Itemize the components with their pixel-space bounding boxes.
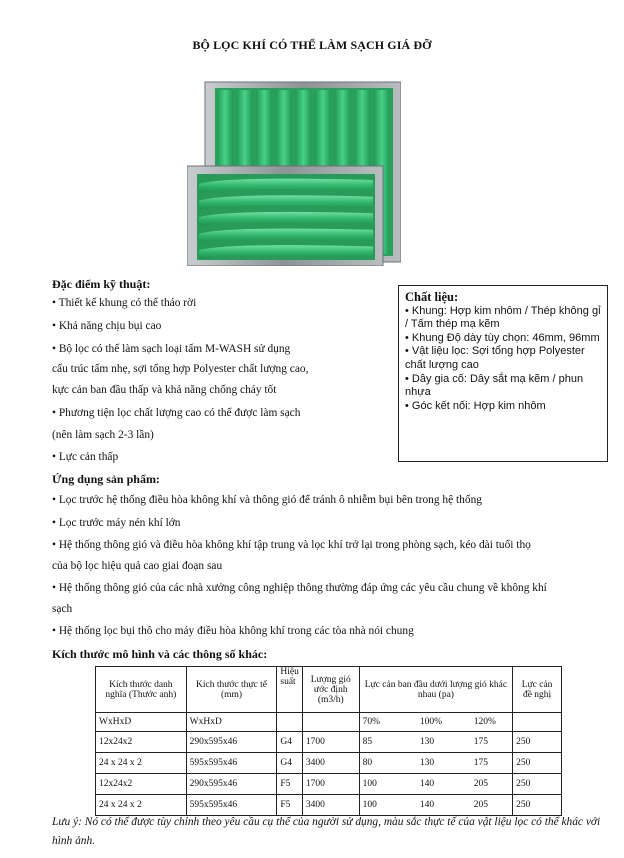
feature-line: • Bộ lọc có thể làm sạch loại tấm M-WASH sử dụng <box>52 343 291 355</box>
table-cell: F5 <box>277 774 302 795</box>
table-row <box>96 774 562 795</box>
table-cell <box>302 713 359 732</box>
table-cell: 70% <box>359 713 417 732</box>
table-cell: WxHxD <box>96 713 187 732</box>
materials-box <box>398 285 608 462</box>
table-cell: 175 <box>471 753 513 774</box>
table-cell: 3400 <box>302 753 359 774</box>
footnote: Lưu ý: Nó có thể được tùy chỉnh theo yêu cầu cụ thể của người sử dụng, màu sắc thực tế của vật liệu lọc có thể khác với hình ảnh. <box>52 816 601 847</box>
application-line: của bộ lọc hiệu quả cao giai đoạn sau <box>52 560 223 572</box>
materials-heading: Chất liệu: <box>405 290 459 304</box>
material-item: • Vật liệu lọc: Sợi tổng hợp Polyester chất lượng cao <box>405 345 585 371</box>
table-cell: 1700 <box>302 732 359 753</box>
table-header-row <box>96 667 562 713</box>
table-row <box>96 732 562 753</box>
table-cell: 140 <box>417 795 471 816</box>
table-cell: 595x595x46 <box>186 753 277 774</box>
col-header-efficiency: Hiệu suất <box>277 667 302 713</box>
application-line: sạch <box>52 603 73 615</box>
product-image <box>187 80 401 266</box>
table-cell: 250 <box>513 774 562 795</box>
table-cell: 100% <box>417 713 471 732</box>
feature-line: • Phương tiện lọc chất lượng cao có thể được làm sạch <box>52 407 301 419</box>
table-cell: 85 <box>359 732 417 753</box>
table-cell: G4 <box>277 732 302 753</box>
feature-line: • Lực cản thấp <box>52 451 119 463</box>
table-cell: 175 <box>471 732 513 753</box>
table-cell <box>277 713 302 732</box>
application-line: • Lọc trước máy nén khí lớn <box>52 517 181 529</box>
specs-heading: Kích thước mô hình và các thông số khác: <box>52 647 268 661</box>
feature-line: cấu trúc tấm nhẹ, sợi tổng hợp Polyester chất lượng cao, <box>52 363 309 375</box>
table-cell: 140 <box>417 774 471 795</box>
col-header-nominal: Kích thước danh nghĩa (Thước anh) <box>96 667 187 713</box>
table-cell: F5 <box>277 795 302 816</box>
col-header-actual: Kích thước thực tế (mm) <box>186 667 277 713</box>
col-header-final-resistance: Lực cản đề nghị <box>513 667 562 713</box>
table-cell: 250 <box>513 753 562 774</box>
application-line: • Lọc trước hệ thống điều hòa không khí và thông gió để tránh ô nhiễm bụi bên trong hệ thống <box>52 494 482 506</box>
application-line: • Hệ thống thông gió của các nhà xưởng công nghiệp thông thường đáp ứng các yêu cầu chung về không khí <box>52 582 547 594</box>
table-subheader-row <box>96 713 562 732</box>
table-cell: 80 <box>359 753 417 774</box>
material-item: • Khung Độ dày tùy chọn: 46mm, 96mm <box>405 331 600 344</box>
table-cell: 24 x 24 x 2 <box>96 753 187 774</box>
table-cell: 100 <box>359 774 417 795</box>
table-cell: WxHxD <box>186 713 277 732</box>
application-line: • Hệ thống lọc bụi thô cho máy điều hòa không khí trong các tòa nhà nói chung <box>52 625 414 637</box>
feature-line: • Thiết kế khung có thể tháo rời <box>52 297 197 309</box>
table-cell: 130 <box>417 732 471 753</box>
feature-line: kực cản ban đầu thấp và khả năng chống cháy tốt <box>52 384 277 396</box>
table-cell: 12x24x2 <box>96 774 187 795</box>
table-cell: 250 <box>513 732 562 753</box>
table-cell: G4 <box>277 753 302 774</box>
col-header-initial-resistance: Lực cản ban đầu dưới lượng gió khác nhau (pa) <box>359 667 512 713</box>
specs-table <box>95 666 562 816</box>
table-cell: 205 <box>471 795 513 816</box>
table-cell: 100 <box>359 795 417 816</box>
table-cell: 290x595x46 <box>186 732 277 753</box>
table-cell <box>513 713 562 732</box>
table-cell: 205 <box>471 774 513 795</box>
table-cell: 24 x 24 x 2 <box>96 795 187 816</box>
table-cell: 250 <box>513 795 562 816</box>
applications-heading: Ứng dụng sản phẩm: <box>52 472 160 486</box>
table-cell: 120% <box>471 713 513 732</box>
table-cell: 290x595x46 <box>186 774 277 795</box>
feature-line: • Khả năng chịu bụi cao <box>52 320 162 332</box>
table-cell: 3400 <box>302 795 359 816</box>
features-heading: Đặc điểm kỹ thuật: <box>52 277 151 291</box>
col-header-airflow: Lượng gió ước định (m3/h) <box>302 667 359 713</box>
table-row <box>96 753 562 774</box>
material-item: • Góc kết nối: Hợp kim nhôm <box>405 399 546 412</box>
table-cell: 130 <box>417 753 471 774</box>
table-cell: 12x24x2 <box>96 732 187 753</box>
table-cell: 595x595x46 <box>186 795 277 816</box>
table-cell: 1700 <box>302 774 359 795</box>
page-title: BỘ LỌC KHÍ CÓ THỂ LÀM SẠCH GIÁ ĐỠ <box>192 38 432 52</box>
feature-line: (nên làm sạch 2-3 lần) <box>52 429 154 441</box>
application-line: • Hệ thống thông gió và điều hòa không khí tập trung và lọc khí trở lại trong phòng sạch, kéo dài tuổi thọ <box>52 539 531 551</box>
material-item: • Dây gia cố: Dây sắt mạ kẽm / phun nhựa <box>405 372 584 399</box>
material-item: • Khung: Hợp kim nhôm / Thép không gỉ / Tấm thép mạ kẽm <box>405 304 601 331</box>
